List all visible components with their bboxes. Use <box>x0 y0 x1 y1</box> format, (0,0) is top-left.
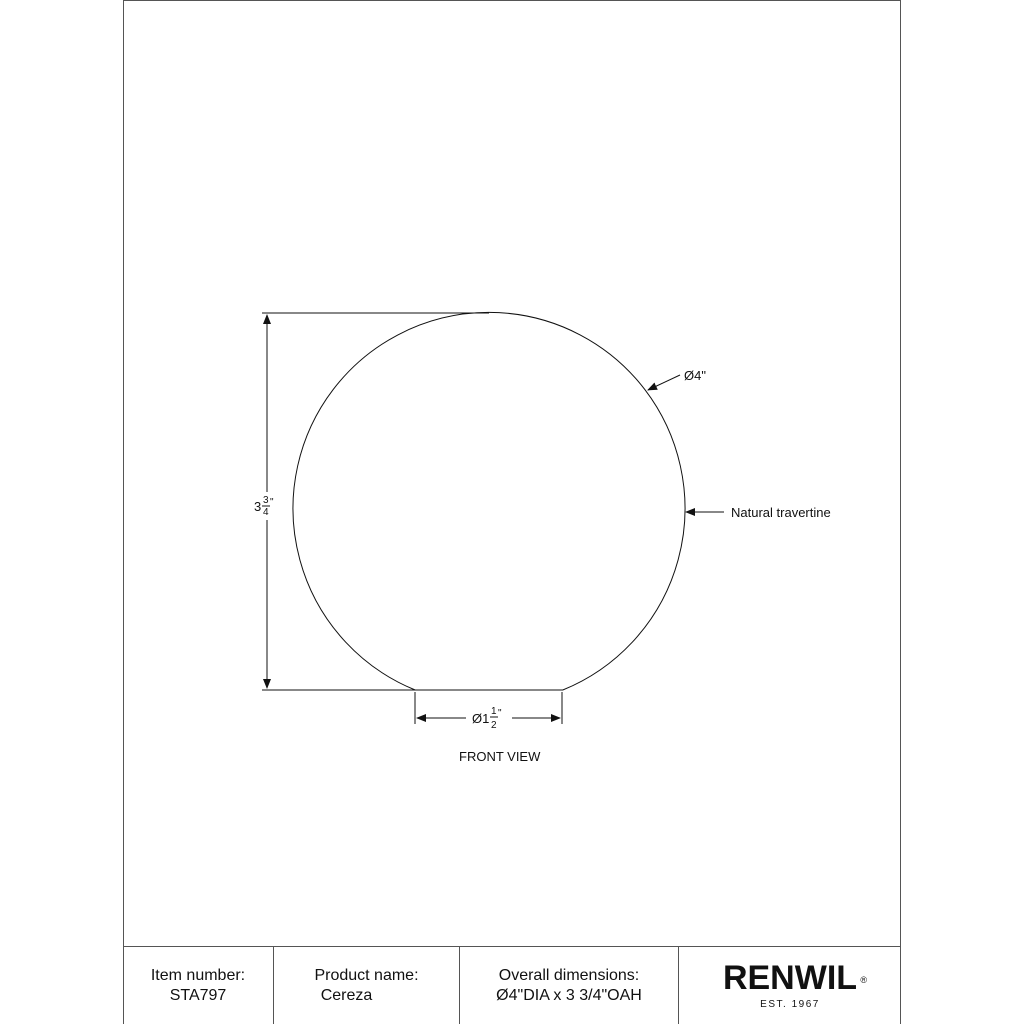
brand-cell <box>679 947 901 1024</box>
product-name-label: Product name: <box>314 966 419 984</box>
brand-tagline: EST. 1967 <box>760 999 820 1010</box>
product-name-value: Cereza <box>320 986 373 1004</box>
height-whole: 3 <box>254 499 262 514</box>
base-denominator: 2 <box>491 720 497 731</box>
base-unit: " <box>498 708 502 719</box>
diameter-label: Ø4" <box>684 368 706 383</box>
item-number-value: STA797 <box>169 986 227 1004</box>
item-number-cell <box>123 947 274 1024</box>
overall-dimensions-cell <box>460 947 679 1024</box>
height-dimension-label <box>254 495 274 518</box>
title-block <box>123 946 901 1024</box>
diameter-leader <box>648 375 680 390</box>
height-numerator: 3 <box>263 495 269 506</box>
item-number-label: Item number: <box>150 966 246 984</box>
product-name-cell <box>274 947 460 1024</box>
height-denominator: 4 <box>263 507 269 518</box>
overall-dimensions-value: Ø4"DIA x 3 3/4"OAH <box>496 986 642 1004</box>
material-callout: Natural travertine <box>731 505 831 520</box>
brand-logo <box>722 959 868 997</box>
base-numerator: 1 <box>491 706 497 717</box>
base-prefix: Ø1 <box>472 711 490 726</box>
sphere-outline <box>293 312 685 690</box>
base-dimension-label <box>472 706 502 731</box>
height-unit: " <box>270 497 274 508</box>
view-label: FRONT VIEW <box>459 749 541 764</box>
registered-mark: ® <box>860 975 868 985</box>
overall-dimensions-label: Overall dimensions: <box>498 966 640 984</box>
brand-name: RENWIL <box>722 959 858 997</box>
